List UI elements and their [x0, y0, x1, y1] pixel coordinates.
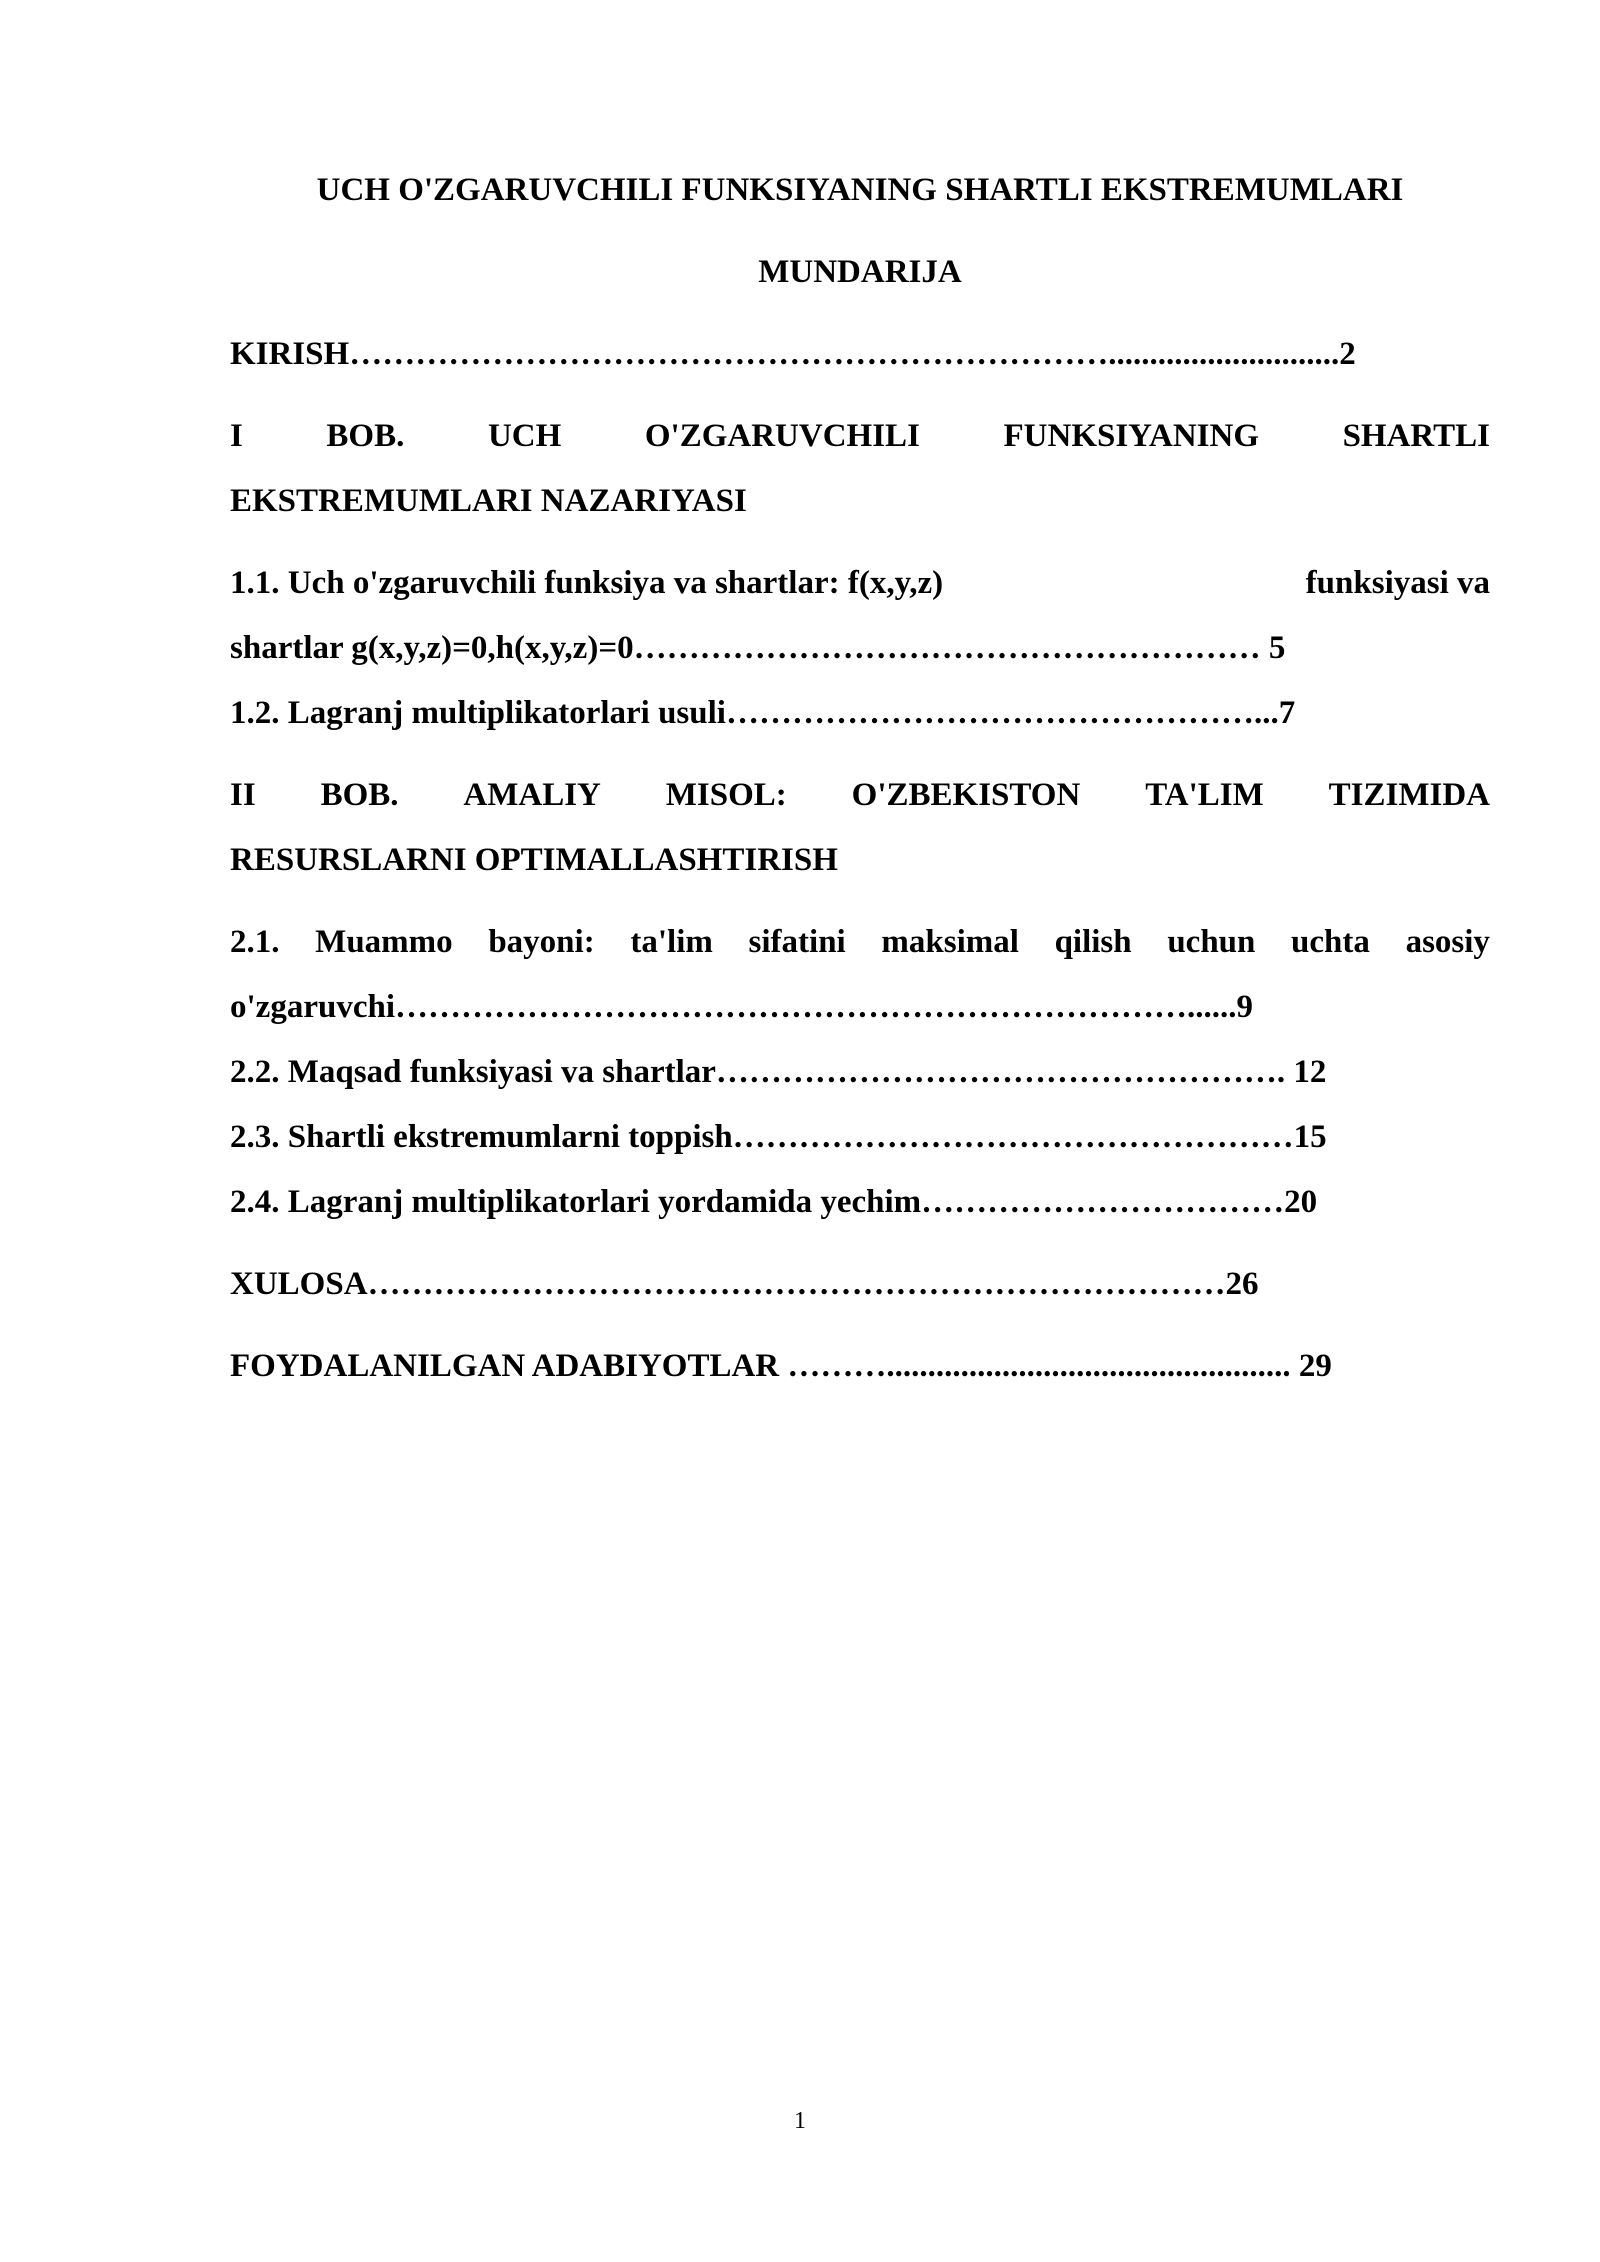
toc-word: Muammo	[315, 924, 453, 960]
toc-word: qilish	[1054, 924, 1132, 960]
toc-entry-2-1-line2: o'zgaruvchi………………………………………………………………......9	[230, 989, 1253, 1025]
toc-word: O'ZGARUVCHILI	[644, 418, 920, 454]
toc-entry-bob2	[230, 775, 1490, 815]
toc-heading: MUNDARIJA	[758, 254, 962, 290]
toc-entry-1-1-left: 1.1. Uch o'zgaruvchili funksiya va shartlar: f(x,y,z)	[230, 565, 944, 601]
toc-word: BOB.	[326, 418, 405, 454]
toc-word: ta'lim	[630, 924, 713, 960]
toc-word: UCH	[487, 418, 562, 454]
toc-entry-2-1	[230, 922, 1490, 962]
toc-word: I	[230, 418, 243, 454]
toc-entry-2-4: 2.4. Lagranj multiplikatorlari yordamida yechim……………………………20	[230, 1184, 1318, 1220]
toc-word: maksimal	[881, 924, 1019, 960]
toc-entry-kirish: KIRISH……………………………………………………………............................2	[230, 336, 1356, 372]
toc-word: FUNKSIYANING	[1003, 418, 1259, 454]
toc-word: uchun	[1167, 924, 1256, 960]
page-number: 1	[794, 2108, 806, 2134]
toc-word: uchta	[1291, 924, 1370, 960]
toc-entry-1-1-right: funksiyasi va	[1305, 565, 1490, 601]
toc-word: O'ZBEKISTON	[851, 777, 1081, 813]
toc-word: MISOL:	[665, 777, 787, 813]
toc-entry-1-2: 1.2. Lagranj multiplikatorlari usuli…………………………………………...7	[230, 695, 1296, 731]
toc-word: II	[230, 777, 256, 813]
toc-word: sifatini	[748, 924, 846, 960]
toc-word: BOB.	[320, 777, 399, 813]
document-title: UCH O'ZGARUVCHILI FUNKSIYANING SHARTLI EKSTREMUMLARI	[316, 172, 1404, 208]
toc-entry-xulosa: XULOSA……………………………………………………………………26	[230, 1266, 1259, 1302]
toc-word: TIZIMIDA	[1328, 777, 1490, 813]
toc-word: SHARTLI	[1342, 418, 1490, 454]
toc-word: 2.1.	[230, 924, 280, 960]
toc-entry-bob2-line2: RESURSLARNI OPTIMALLASHTIRISH	[230, 842, 838, 878]
toc-entry-1-1-line2: shartlar g(x,y,z)=0,h(x,y,z)=0………………………………………………… 5	[230, 630, 1286, 666]
toc-entry-bob1-line2: EKSTREMUMLARI NAZARIYASI	[230, 483, 747, 519]
toc-word: asosiy	[1405, 924, 1490, 960]
toc-entry-2-3: 2.3. Shartli ekstremumlarni toppish……………………………………………15	[230, 1119, 1327, 1155]
toc-word: AMALIY	[463, 777, 601, 813]
toc-entry-bob1	[230, 416, 1490, 456]
toc-entry-adabiyotlar: FOYDALANILGAN ADABIYOTLAR ………................................................. 29	[230, 1348, 1332, 1384]
toc-entry-2-2: 2.2. Maqsad funksiyasi va shartlar……………………………………………. 12	[230, 1054, 1327, 1090]
toc-word: bayoni:	[488, 924, 595, 960]
toc-entry-1-1	[230, 563, 1490, 603]
toc-word: TA'LIM	[1145, 777, 1264, 813]
